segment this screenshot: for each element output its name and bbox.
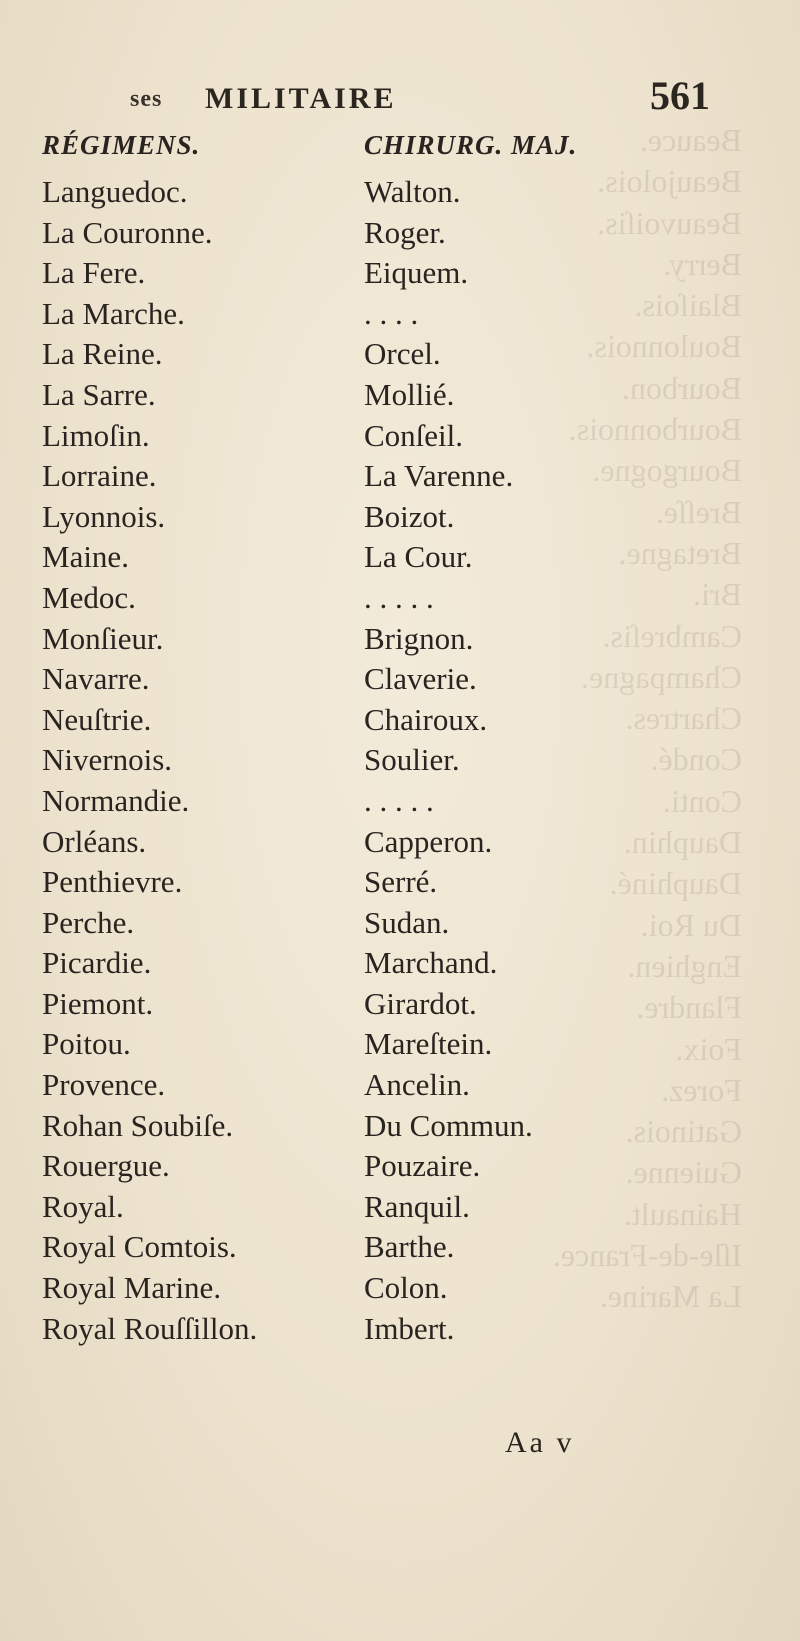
show-through-line: Berry. bbox=[663, 245, 742, 282]
regiment-list bbox=[42, 172, 722, 1349]
regiment-name: Penthievre. bbox=[42, 864, 183, 900]
show-through-line: Iſle-de-France. bbox=[552, 1237, 742, 1274]
show-through-line: Flandre. bbox=[636, 989, 742, 1026]
regiment-name: Limoſin. bbox=[42, 417, 150, 453]
regiment-name: Monſieur. bbox=[42, 620, 164, 656]
show-through-line: Boulonnois. bbox=[586, 328, 742, 365]
list-item bbox=[42, 659, 722, 700]
list-item bbox=[42, 497, 722, 538]
surgeon-major-name: Colon. bbox=[364, 1270, 448, 1306]
show-through-line: Beauvoiſis. bbox=[597, 204, 742, 241]
surgeon-major-name: Claverie. bbox=[364, 661, 477, 697]
show-through-line: Chartres. bbox=[625, 700, 742, 737]
surgeon-major-name: . . . . . bbox=[364, 579, 434, 615]
regiment-name: Poitou. bbox=[42, 1026, 131, 1062]
surgeon-major-name: Walton. bbox=[364, 174, 461, 209]
show-through-line: Blaiſois. bbox=[634, 287, 742, 324]
show-through-line: Hainault. bbox=[623, 1195, 742, 1232]
show-through-line: Bri. bbox=[693, 576, 742, 613]
list-item bbox=[42, 619, 722, 660]
show-through-line: Dauphiné. bbox=[609, 865, 742, 902]
surgeon-major-name: Serré. bbox=[364, 864, 438, 900]
regiment-name: La Marche. bbox=[42, 295, 185, 331]
page-number: 561 bbox=[650, 73, 710, 118]
surgeon-major-name: Soulier. bbox=[364, 742, 460, 778]
list-item bbox=[42, 740, 722, 781]
show-through-line: Forez. bbox=[661, 1071, 742, 1108]
show-through-line: La Marine. bbox=[599, 1278, 742, 1315]
list-item bbox=[42, 294, 722, 335]
regiment-name: Royal Marine. bbox=[42, 1270, 222, 1306]
regiment-name: Languedoc. bbox=[42, 174, 188, 209]
show-through-line: Beauce. bbox=[639, 122, 742, 158]
list-item bbox=[42, 1146, 722, 1187]
regiment-name: Orléans. bbox=[42, 823, 147, 859]
regiment-name: Piemont. bbox=[42, 985, 154, 1021]
list-item bbox=[42, 1106, 722, 1147]
list-item bbox=[42, 1187, 722, 1228]
show-through-line: Gatinois. bbox=[625, 1113, 742, 1150]
surgeon-major-name: Imbert. bbox=[364, 1310, 455, 1346]
surgeon-major-name: Orcel. bbox=[364, 336, 441, 372]
regiment-name: Provence. bbox=[42, 1067, 166, 1103]
list-item bbox=[42, 172, 722, 213]
show-through-line: Condé. bbox=[650, 741, 742, 778]
regiment-name: Rohan Soubiſe. bbox=[42, 1107, 234, 1143]
list-item bbox=[42, 822, 722, 863]
regiment-name: Lyonnois. bbox=[42, 498, 166, 534]
list-item bbox=[42, 1268, 722, 1309]
regiment-name: Perche. bbox=[42, 904, 135, 940]
regiment-name: Royal. bbox=[42, 1188, 124, 1224]
surgeon-major-name: La Varenne. bbox=[364, 458, 514, 494]
show-through-line: Cambreſis. bbox=[602, 617, 742, 654]
signature-mark: Aa v bbox=[505, 1426, 575, 1459]
page-header bbox=[120, 72, 720, 120]
list-item bbox=[42, 862, 722, 903]
running-title: MILITAIRE bbox=[205, 82, 397, 115]
header-corner-text: ses bbox=[130, 86, 163, 112]
surgeon-major-name: Boizot. bbox=[364, 498, 455, 534]
regiment-name: Royal Comtois. bbox=[42, 1229, 237, 1265]
surgeon-major-name: Pouzaire. bbox=[364, 1148, 481, 1184]
surgeon-major-name: . . . . . bbox=[364, 782, 434, 818]
list-item bbox=[42, 984, 722, 1025]
regiment-name: La Couronne. bbox=[42, 214, 213, 250]
surgeon-major-name: Ranquil. bbox=[364, 1188, 470, 1224]
list-item bbox=[42, 700, 722, 741]
regiment-name: Neuſtrie. bbox=[42, 701, 152, 737]
surgeon-major-name: . . . . bbox=[364, 295, 419, 331]
show-through-line: Du Roi. bbox=[640, 906, 742, 943]
list-item bbox=[42, 537, 722, 578]
surgeon-major-name: Marchand. bbox=[364, 945, 498, 981]
show-through-line: Guienne. bbox=[625, 1154, 742, 1191]
surgeon-major-name: Barthe. bbox=[364, 1229, 455, 1265]
surgeon-major-name: La Cour. bbox=[364, 539, 473, 575]
list-item bbox=[42, 334, 722, 375]
regiment-name: Royal Rouſſillon. bbox=[42, 1310, 258, 1346]
list-item bbox=[42, 781, 722, 822]
surgeon-major-name: Chairoux. bbox=[364, 701, 488, 737]
show-through-line: Foix. bbox=[675, 1030, 742, 1067]
show-through-line: Dauphin. bbox=[623, 824, 742, 861]
show-through-line: Bourbonnois. bbox=[568, 411, 742, 448]
list-item bbox=[42, 416, 722, 457]
regiment-name: Maine. bbox=[42, 539, 129, 575]
surgeon-major-name: Conſeil. bbox=[364, 417, 464, 453]
list-item bbox=[42, 1227, 722, 1268]
regiment-name: La Fere. bbox=[42, 255, 146, 291]
column-headers bbox=[42, 130, 722, 168]
show-through-line: Champagne. bbox=[581, 658, 742, 695]
surgeon-major-name: Du Commun. bbox=[364, 1107, 533, 1143]
list-item bbox=[42, 1065, 722, 1106]
regiment-name: Navarre. bbox=[42, 661, 150, 697]
regiment-name: Normandie. bbox=[42, 782, 190, 818]
show-through-line: Bretagne. bbox=[618, 534, 742, 571]
regiment-name: Nivernois. bbox=[42, 742, 173, 778]
surgeon-major-name: Capperon. bbox=[364, 823, 493, 859]
list-item bbox=[42, 578, 722, 619]
surgeon-major-name: Mareſtein. bbox=[364, 1026, 493, 1062]
surgeon-major-name: Ancelin. bbox=[364, 1067, 470, 1103]
list-item bbox=[42, 1024, 722, 1065]
list-item bbox=[42, 1309, 722, 1350]
show-through-line: Conti. bbox=[662, 782, 742, 819]
list-item bbox=[42, 903, 722, 944]
regiment-name: Lorraine. bbox=[42, 458, 157, 494]
show-through-line: Breſſe. bbox=[655, 493, 742, 530]
list-item bbox=[42, 456, 722, 497]
surgeon-major-name: Eiquem. bbox=[364, 255, 469, 291]
show-through-line: Bourgogne. bbox=[592, 452, 742, 489]
list-item bbox=[42, 253, 722, 294]
regiment-name: La Reine. bbox=[42, 336, 163, 372]
column-header-surgeons: CHIRURG. MAJ. bbox=[364, 130, 578, 160]
list-item bbox=[42, 375, 722, 416]
show-through-line: Enghien. bbox=[627, 947, 742, 984]
regiment-name: Rouergue. bbox=[42, 1148, 170, 1184]
column-header-regiments: RÉGIMENS. bbox=[42, 130, 201, 160]
surgeon-major-name: Mollié. bbox=[364, 376, 455, 412]
regiment-name: La Sarre. bbox=[42, 376, 156, 412]
regiment-name: Medoc. bbox=[42, 579, 136, 615]
surgeon-major-name: Girardot. bbox=[364, 985, 477, 1021]
show-through-line: Bourbon. bbox=[622, 369, 742, 406]
show-through-line: Beaujolois. bbox=[597, 163, 742, 200]
surgeon-major-name: Sudan. bbox=[364, 904, 450, 940]
regiment-name: Picardie. bbox=[42, 945, 152, 981]
surgeon-major-name: Brignon. bbox=[364, 620, 474, 656]
surgeon-major-name: Roger. bbox=[364, 214, 446, 250]
list-item bbox=[42, 213, 722, 254]
list-item bbox=[42, 943, 722, 984]
